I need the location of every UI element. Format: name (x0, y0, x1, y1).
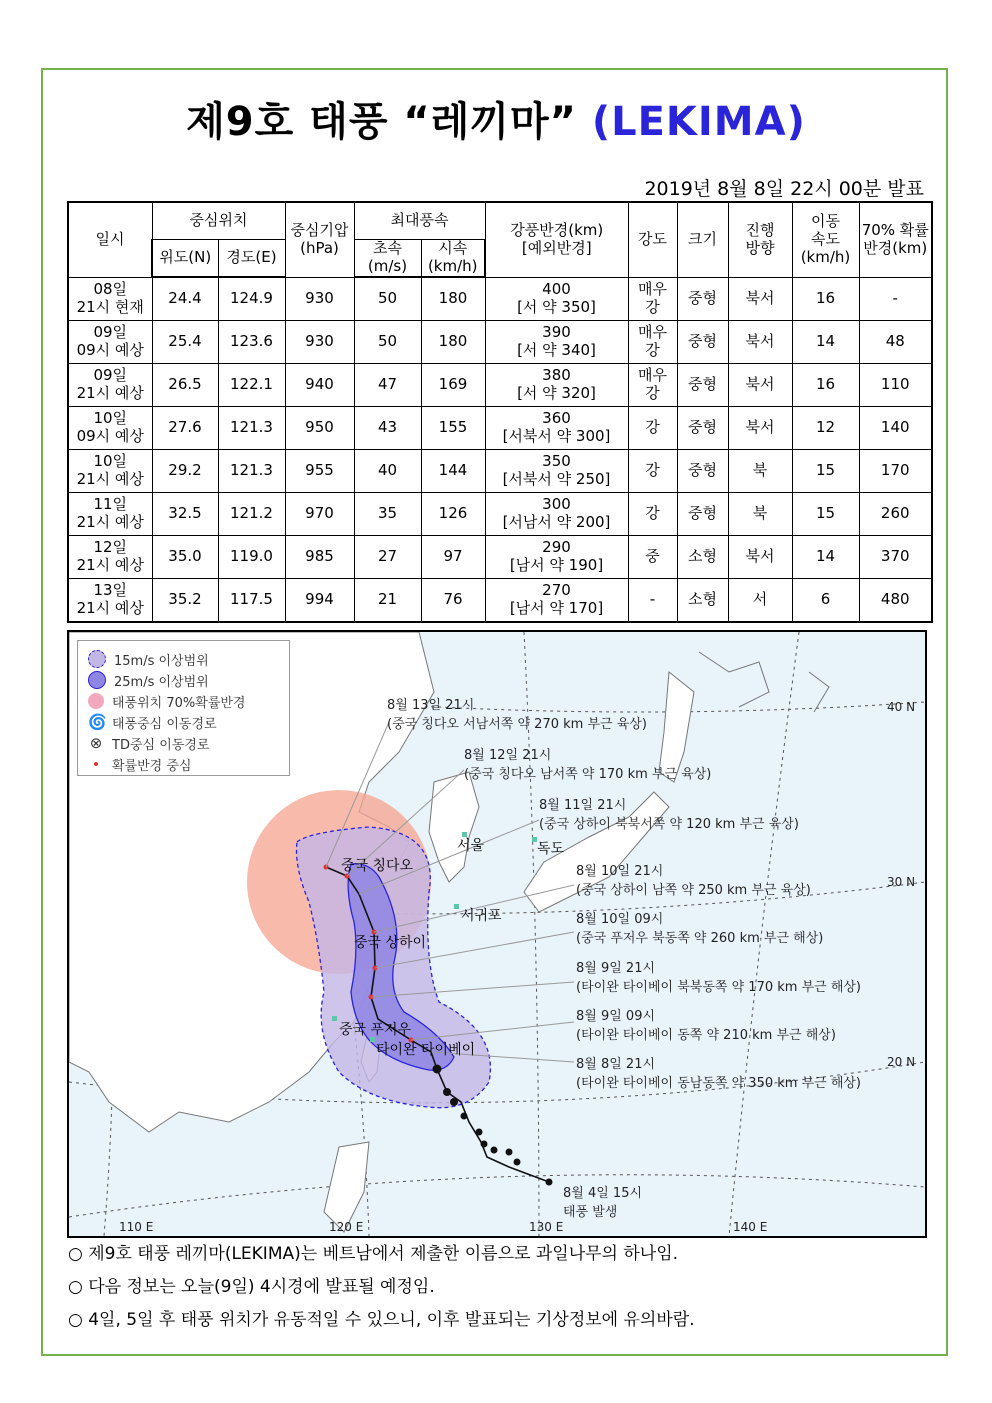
cell-time: 10일 09시 예상 (68, 407, 152, 450)
cell-kmh: 180 (421, 277, 485, 321)
cell-radius: 380 [서 약 320] (485, 364, 628, 407)
city-fuzhou: 중국 푸저우 (339, 1022, 412, 1038)
map-legend (77, 640, 290, 776)
cell-direction: 북서 (728, 364, 792, 407)
table-row (68, 579, 932, 623)
forecast-label: 8월 10일 09시 (중국 푸저우 북동쪽 약 260 km 부근 해상) (576, 912, 824, 946)
cell-lat: 32.5 (152, 493, 218, 536)
cell-size: 소형 (677, 579, 728, 623)
cell-direction: 북서 (728, 321, 792, 364)
cell-time: 10일 21시 예상 (68, 450, 152, 493)
cell-pressure: 950 (285, 407, 354, 450)
cell-kmh: 76 (421, 579, 485, 623)
cell-size: 중형 (677, 407, 728, 450)
cell-pressure: 970 (285, 493, 354, 536)
cell-lat: 35.2 (152, 579, 218, 623)
cell-lon: 124.9 (218, 277, 285, 321)
cell-radius: 350 [서북서 약 250] (485, 450, 628, 493)
axis-lon-120: 120 E (329, 1220, 364, 1234)
cell-radius: 360 [서북서 약 300] (485, 407, 628, 450)
cell-size: 소형 (677, 536, 728, 579)
genesis-label: 8월 4일 15시 태풍 발생 (563, 1186, 643, 1220)
wind15-swatch (88, 650, 106, 668)
cell-direction: 북서 (728, 407, 792, 450)
cell-prob: 48 (859, 321, 932, 364)
city-seoul: 서울 (457, 838, 485, 854)
cell-lat: 29.2 (152, 450, 218, 493)
cell-kmh: 126 (421, 493, 485, 536)
cell-lon: 121.2 (218, 493, 285, 536)
td-symbol-icon: ⊗ (89, 734, 103, 752)
cell-radius: 290 [남서 약 190] (485, 536, 628, 579)
center-dot-icon (88, 756, 104, 772)
cell-prob: 480 (859, 579, 932, 623)
header-size: 크기 (677, 202, 728, 277)
cell-speed: 14 (792, 536, 859, 579)
cell-pressure: 955 (285, 450, 354, 493)
note-line: ○ 제9호 태풍 레끼마(LEKIMA)는 베트남에서 제출한 이름으로 과일나무의 하나임. (68, 1244, 679, 1264)
table-row (68, 407, 932, 450)
prob70-swatch (88, 693, 104, 709)
table-row (68, 450, 932, 493)
cell-lon: 121.3 (218, 450, 285, 493)
cell-direction: 북서 (728, 536, 792, 579)
cell-ms: 35 (354, 493, 421, 536)
cell-time: 13일 21시 예상 (68, 579, 152, 623)
cell-time: 09일 21시 예상 (68, 364, 152, 407)
cell-prob: 170 (859, 450, 932, 493)
cell-strength: 강 (628, 493, 677, 536)
note-line: ○ 4일, 5일 후 태풍 위치가 유동적일 수 있으니, 이후 발표되는 기상정보에 유의바람. (68, 1310, 695, 1330)
cell-size: 중형 (677, 450, 728, 493)
note-line: ○ 다음 정보는 오늘(9일) 4시경에 발표될 예정임. (68, 1277, 435, 1297)
cell-lon: 119.0 (218, 536, 285, 579)
legend-item: 25m/s 이상범위 (88, 670, 209, 690)
cell-pressure: 994 (285, 579, 354, 623)
cell-pressure: 940 (285, 364, 354, 407)
wind25-swatch (88, 671, 106, 689)
cell-ms: 43 (354, 407, 421, 450)
cell-lon: 121.3 (218, 407, 285, 450)
cell-time: 08일 21시 현재 (68, 277, 152, 321)
cell-ms: 40 (354, 450, 421, 493)
cell-lat: 27.6 (152, 407, 218, 450)
title-main: 제9호 태풍 “레끼마” (186, 99, 577, 145)
header-strength: 강도 (628, 202, 677, 277)
header-time: 일시 (68, 202, 152, 277)
table-row (68, 364, 932, 407)
cell-kmh: 144 (421, 450, 485, 493)
cell-prob: 260 (859, 493, 932, 536)
cell-direction: 북 (728, 450, 792, 493)
axis-lon-110: 110 E (119, 1220, 154, 1234)
axis-lon-130: 130 E (529, 1220, 564, 1234)
cell-strength: - (628, 579, 677, 623)
header-maxwind: 최대풍속 (354, 202, 485, 240)
cell-time: 12일 21시 예상 (68, 536, 152, 579)
cell-time: 09일 09시 예상 (68, 321, 152, 364)
axis-lon-140: 140 E (733, 1220, 768, 1234)
cell-strength: 강 (628, 407, 677, 450)
cell-lat: 26.5 (152, 364, 218, 407)
title-english: (LEKIMA) (591, 99, 806, 145)
header-radius: 강풍반경(km) [예외반경] (485, 202, 628, 277)
header-pressure: 중심기압 (hPa) (285, 202, 354, 277)
cell-lat: 35.0 (152, 536, 218, 579)
cell-prob: 140 (859, 407, 932, 450)
cell-kmh: 155 (421, 407, 485, 450)
city-shanghai: 중국 상하이 (354, 935, 427, 951)
forecast-label: 8월 13일 21시 (중국 칭다오 서남서쪽 약 270 km 부근 육상) (387, 698, 647, 732)
cell-size: 중형 (677, 493, 728, 536)
header-prob: 70% 확률 반경(km) (859, 202, 932, 277)
header-ms: 초속 (m/s) (354, 240, 421, 278)
cell-ms: 21 (354, 579, 421, 623)
legend-item: ⊗ TD중심 이동경로 (89, 734, 210, 753)
header-center: 중심위치 (152, 202, 285, 240)
table-row (68, 536, 932, 579)
city-seogwipo: 서귀포 (461, 908, 502, 924)
cell-kmh: 180 (421, 321, 485, 364)
cell-strength: 매우 강 (628, 277, 677, 321)
cell-radius: 400 [서 약 350] (485, 277, 628, 321)
cell-ms: 50 (354, 321, 421, 364)
cell-lon: 122.1 (218, 364, 285, 407)
forecast-label: 8월 12일 21시 (중국 칭다오 남서쪽 약 170 km 부근 육상) (464, 748, 712, 782)
header-lon: 경도(E) (218, 240, 285, 278)
legend-item: 태풍위치 70%확률반경 (88, 691, 246, 711)
axis-lat-30: 30 N (887, 875, 916, 889)
page-title (0, 90, 992, 147)
table-row (68, 321, 932, 364)
cell-speed: 14 (792, 321, 859, 364)
cell-prob: 110 (859, 364, 932, 407)
forecast-label: 8월 9일 21시 (타이완 타이베이 북북동쪽 약 170 km 부근 해상) (576, 961, 862, 995)
cell-size: 중형 (677, 277, 728, 321)
cell-prob: 370 (859, 536, 932, 579)
cell-strength: 강 (628, 450, 677, 493)
notes (68, 1238, 695, 1337)
cell-direction: 북서 (728, 277, 792, 321)
cell-strength: 매우 강 (628, 364, 677, 407)
axis-lat-20: 20 N (887, 1055, 916, 1069)
cell-speed: 12 (792, 407, 859, 450)
forecast-table (67, 201, 933, 623)
cell-ms: 47 (354, 364, 421, 407)
axis-lat-40: 40 N (887, 700, 916, 714)
legend-item: 확률반경 중심 (88, 754, 191, 774)
forecast-label: 8월 10일 21시 (중국 상하이 남쪽 약 250 km 부근 육상) (576, 864, 811, 898)
header-speed: 이동 속도 (km/h) (792, 202, 859, 277)
cell-lat: 25.4 (152, 321, 218, 364)
header-direction: 진행 방향 (728, 202, 792, 277)
cell-speed: 6 (792, 579, 859, 623)
cell-radius: 300 [서남서 약 200] (485, 493, 628, 536)
city-dokdo: 독도 (537, 841, 565, 857)
header-kmh: 시속 (km/h) (421, 240, 485, 278)
cell-kmh: 97 (421, 536, 485, 579)
cell-pressure: 985 (285, 536, 354, 579)
typhoon-symbol-icon: 🌀 (88, 713, 107, 731)
header-lat: 위도(N) (152, 240, 218, 278)
cell-size: 중형 (677, 321, 728, 364)
cell-ms: 50 (354, 277, 421, 321)
cell-size: 중형 (677, 364, 728, 407)
cell-speed: 16 (792, 277, 859, 321)
cell-prob: - (859, 277, 932, 321)
cell-direction: 서 (728, 579, 792, 623)
cell-strength: 중 (628, 536, 677, 579)
city-taipei: 타이완 타이베이 (376, 1042, 476, 1058)
cell-radius: 390 [서 약 340] (485, 321, 628, 364)
cell-direction: 북 (728, 493, 792, 536)
issued-time: 2019년 8월 8일 22시 00분 발표 (644, 178, 924, 200)
cell-time: 11일 21시 예상 (68, 493, 152, 536)
table-row (68, 493, 932, 536)
forecast-label: 8월 8일 21시 (타이완 타이베이 동남동쪽 약 350 km 부근 해상) (576, 1057, 862, 1091)
cell-kmh: 169 (421, 364, 485, 407)
cell-ms: 27 (354, 536, 421, 579)
cell-pressure: 930 (285, 321, 354, 364)
cell-lon: 123.6 (218, 321, 285, 364)
cell-lat: 24.4 (152, 277, 218, 321)
typhoon-track-map (67, 630, 927, 1238)
city-qingdao: 중국 칭다오 (341, 858, 414, 874)
cell-speed: 15 (792, 493, 859, 536)
cell-strength: 매우 강 (628, 321, 677, 364)
cell-speed: 16 (792, 364, 859, 407)
cell-radius: 270 [남서 약 170] (485, 579, 628, 623)
cell-lon: 117.5 (218, 579, 285, 623)
legend-item: 🌀 태풍중심 이동경로 (88, 713, 217, 732)
legend-item: 15m/s 이상범위 (88, 649, 209, 669)
cell-pressure: 930 (285, 277, 354, 321)
table-row (68, 277, 932, 321)
cell-speed: 15 (792, 450, 859, 493)
forecast-label: 8월 9일 09시 (타이완 타이베이 동쪽 약 210 km 부근 해상) (576, 1009, 836, 1043)
forecast-label: 8월 11일 21시 (중국 상하이 북북서쪽 약 120 km 부근 육상) (539, 798, 799, 832)
